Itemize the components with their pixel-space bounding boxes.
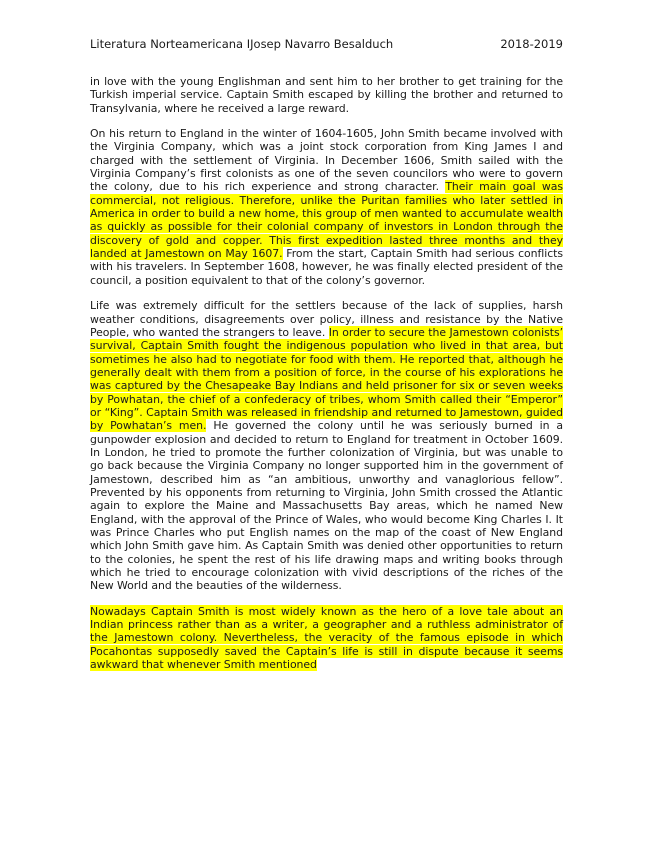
highlighted-text: In order to secure the Jamestown colonists’ survival, Captain Smith fought the indigenous population who lived in that area, but sometimes he also had to negotiate for food with them. He reported that, although he generally dealt with them from a position of force, in the course of his explorations he was captured by the Chesapeake Bay Indians and held prisoner for six or seven weeks by Powhatan, the chief of a confederacy of tribes, whom Smith called their “Emperor” or “King”. Captain Smith was released in friendship and returned to Jamestown, guided by Powhatan’s men. [90,325,563,433]
text-segment: in love with the young Englishman and sent him to her brother to get training for the Turkish imperial service. Captain Smith escaped by killing the brother and returned to Transylvania, where he received a large reward. [90,75,563,115]
paragraph-4 [90,605,563,672]
text-segment: He governed the colony until he was seriously burned in a gunpowder explosion and decided to return to England for treatment in October 1609. In London, he tried to promote the further colonization of Virginia, but was unable to go back because the Virginia Company no longer supported him in the government of Jamestown, described him as “an ambitious, unworthy and vanaglorious fellow”. Prevented by his opponents from returning to Virginia, John Smith crossed the Atlantic again to explore the Maine and Massachusetts Bay areas, which he named New England, with the approval of the Prince of Wales, who would become King Charles I. It was Prince Charles who put English names on the map of the coast of New England which John Smith gave him. As Captain Smith was denied other opportunities to return to the colonies, he spent the rest of his life drawing maps and writing books through which he tried to encourage colonization with vivid descriptions of the riches of the New World and the beauties of the wilderness. [90,419,563,593]
paragraph-2 [90,127,563,287]
header-academic-year: 2018-2019 [500,37,563,51]
text-segment: Life was extremely difficult for the settlers because of the lack of supplies, harsh weather conditions, disagreements over policy, illness and resistance by the Native People, who wanted the strangers to leave. [90,299,563,339]
highlighted-text: Their main goal was commercial, not religious. Therefore, unlike the Puritan families who later settled in America in order to build a new home, this group of men wanted to accumulate wealth as quickly as possible for their colonial company of investors in London through the discovery of gold and copper. This first expedition lasted three months and they landed at Jamestown on May 1607. [90,180,563,261]
paragraph-1 [90,75,563,115]
document-body [90,75,563,683]
highlighted-text: Nowadays Captain Smith is most widely known as the hero of a love tale about an Indian princess rather than as a writer, a geographer and a ruthless administrator of the Jamestown colony. Nevertheless, the veracity of the famous episode in which Pocahontas supposedly saved the Captain’s life is still in dispute because it seems awkward that whenever Smith mentioned [90,604,563,672]
page-header [90,36,563,52]
text-segment: From the start, Captain Smith had serious conflicts with his travelers. In September 1608, however, he was finally elected president of the council, a position equivalent to that of the colony’s governor. [90,247,563,287]
paragraph-3 [90,299,563,593]
header-course-author: Literatura Norteamericana IJosep Navarro Besalduch [90,37,394,51]
text-segment: On his return to England in the winter of 1604-1605, John Smith became involved with the Virginia Company, which was a joint stock corporation from King James I and charged with the settlement of Virginia. In December 1606, Smith sailed with the Virginia Company’s first colonists as one of the seven councilors who were to govern the colony, due to his rich experience and strong character. [90,127,563,194]
